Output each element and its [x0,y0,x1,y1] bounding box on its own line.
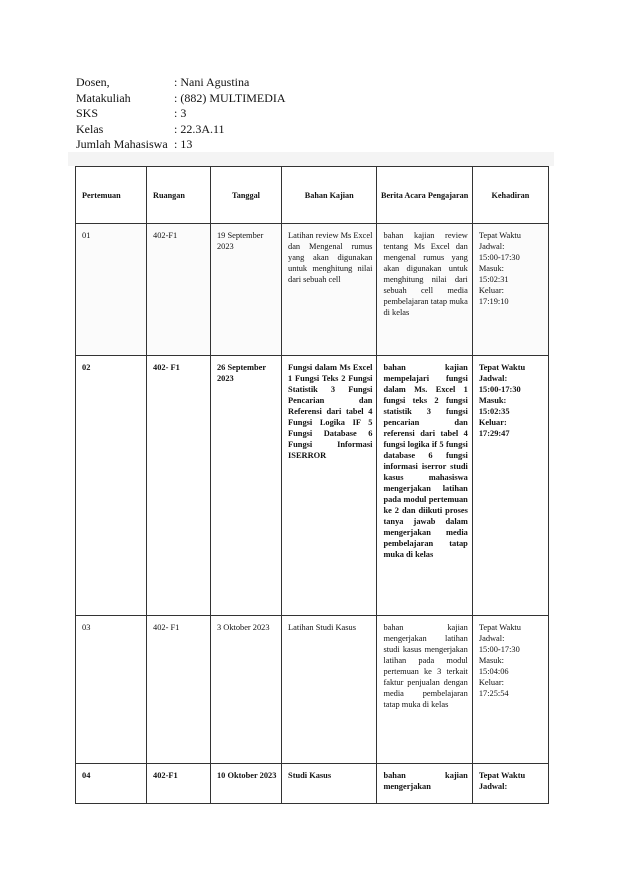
dosen-label: Dosen, [76,75,110,89]
col-bahan-kajian: Bahan Kajian [282,167,377,224]
kehadiran-cell [472,224,548,356]
col-pertemuan: Pertemuan [76,167,147,224]
kehadiran-jadwal-label: Jadwal: [478,242,505,251]
tanggal-cell: 10 Oktober 2023 [210,764,281,804]
lecture-table [75,166,549,804]
matakuliah-row [76,91,286,107]
kehadiran-status: Tepat Waktu [478,771,526,780]
sks-value: : 3 [174,106,187,120]
bahan-cell: Fungsi dalam Ms Excel 1 Fungsi Teks 2 Fungsi Statistik 3 Fungsi Pencarian dan Referensi dari tabel 4 Fungsi Logika IF 5 Fungsi Database 6 Fungsi Informasi ISERROR [282,356,377,616]
kehadiran-masuk-value: 15:02:35 [478,407,510,416]
jumlah-label: Jumlah Mahasiswa [76,137,168,151]
sks-row [76,106,286,122]
kehadiran-keluar-label: Keluar: [478,418,507,427]
kehadiran-masuk-label: Masuk: [478,396,507,405]
col-ruangan: Ruangan [147,167,211,224]
kehadiran-masuk-value: 15:02:31 [478,275,509,284]
berita-cell: bahan kajian mengerjakan [377,764,472,804]
course-header [76,75,286,153]
kehadiran-jadwal-label: Jadwal: [478,634,505,643]
kehadiran-keluar-label: Keluar: [478,286,504,295]
kehadiran-status: Tepat Waktu [478,363,526,372]
tanggal-cell: 19 September 2023 [210,224,281,356]
tanggal-cell: 3 Oktober 2023 [210,616,281,764]
table-row [76,356,549,616]
ruangan-cell: 402- F1 [147,616,211,764]
bahan-cell: Latihan Studi Kasus [282,616,377,764]
berita-cell: bahan kajian review tentang Ms Excel dan mengenal rumus yang akan digunakan untuk menghitung nilai dari sebuah cell media pembelajaran tatap muka di kelas [377,224,472,356]
kehadiran-masuk-label: Masuk: [478,656,504,665]
matakuliah-value: : (882) MULTIMEDIA [174,90,286,105]
matakuliah-label: Matakuliah [76,90,131,105]
ruangan-cell: 402-F1 [147,764,211,804]
kehadiran-masuk-label: Masuk: [478,264,504,273]
kehadiran-cell [472,616,548,764]
jumlah-value: : 13 [174,137,193,151]
kehadiran-masuk-value: 15:04:06 [478,667,509,676]
kehadiran-status: Tepat Waktu [478,623,521,632]
ruangan-cell: 402- F1 [147,356,211,616]
ruangan-cell: 402-F1 [147,224,211,356]
bahan-cell: Studi Kasus [282,764,377,804]
kehadiran-jadwal-value: 15:00-17:30 [478,645,520,654]
kehadiran-jadwal-value: 15:00-17:30 [478,385,521,394]
pertemuan-cell: 03 [76,616,147,764]
tanggal-cell: 26 September 2023 [210,356,281,616]
kelas-value: : 22.3A.11 [174,121,225,136]
table-row [76,224,549,356]
kehadiran-status: Tepat Waktu [478,231,521,240]
col-kehadiran: Kehadiran [472,167,548,224]
bahan-cell: Latihan review Ms Excel dan Mengenal rumus yang akan digunakan untuk menghitung nilai dari sebuah cell [282,224,377,356]
kehadiran-keluar-value: 17:25:54 [478,689,509,698]
col-tanggal: Tanggal [210,167,281,224]
berita-cell: bahan kajian mempelajari fungsi dalam Ms. Excel 1 fungsi teks 2 fungsi statistik 3 fungsi pencarian dan referensi dari tabel 4 fungsi logika if 5 fungsi database 6 fungsi informasi iserror studi kasus mahasiswa mengerjakan latihan pada modul pertemuan ke 2 dan diikuti proses tanya jawab dalam mengerjakan media pembelajaran tatap muka di kelas [377,356,472,616]
table-row [76,764,549,804]
sks-label: SKS [76,106,99,120]
jumlah-row [76,137,286,153]
kelas-label: Kelas [76,121,104,136]
berita-cell: bahan kajian mengerjakan latihan studi kasus mengerjakan latihan pada modul pertemuan ke 3 terkait faktur penjualan dengan media pembelajaran tatap muka di kelas [377,616,472,764]
dosen-value: : Nani Agustina [174,75,250,89]
kelas-row [76,122,286,138]
header-band [68,152,554,166]
kehadiran-keluar-label: Keluar: [478,678,504,687]
kehadiran-keluar-value: 17:19:10 [478,297,509,306]
col-berita-acara: Berita Acara Pengajaran [377,167,472,224]
pertemuan-cell: 02 [76,356,147,616]
kehadiran-jadwal-label: Jadwal: [478,782,508,791]
pertemuan-cell: 04 [76,764,147,804]
kehadiran-jadwal-label: Jadwal: [478,374,508,383]
kehadiran-jadwal-value: 15:00-17:30 [478,253,520,262]
table-row [76,616,549,764]
dosen-row [76,75,286,91]
kehadiran-cell [472,764,548,804]
pertemuan-cell: 01 [76,224,147,356]
kehadiran-cell [472,356,548,616]
table-header-row [76,167,549,224]
kehadiran-keluar-value: 17:29:47 [478,429,510,438]
